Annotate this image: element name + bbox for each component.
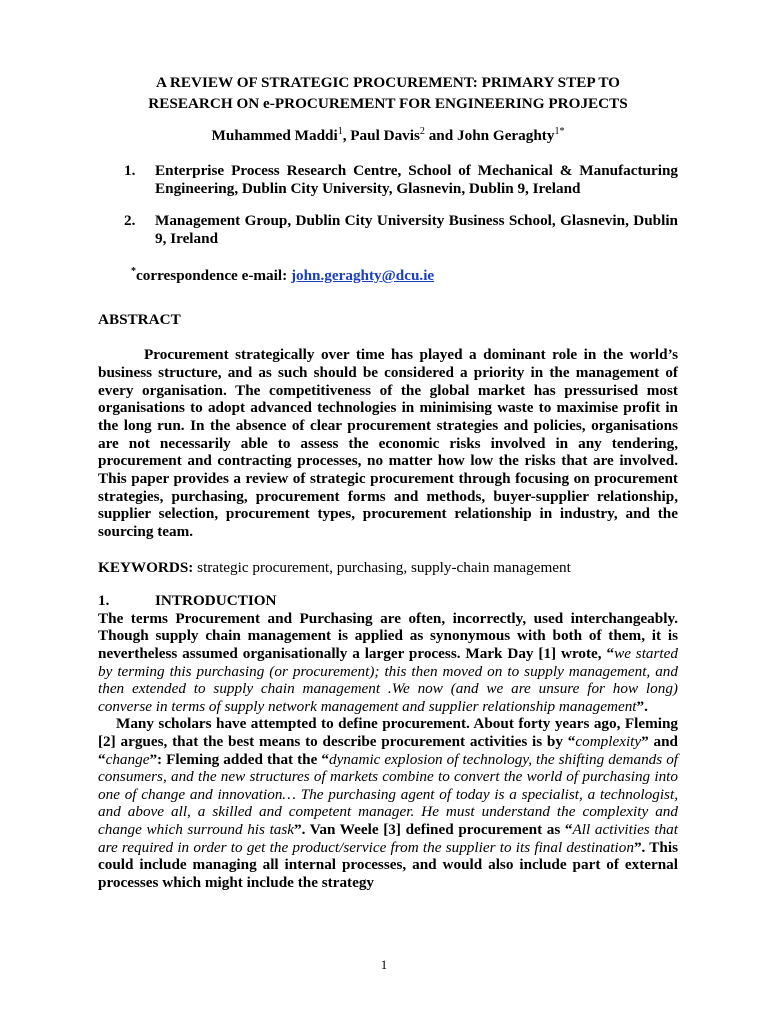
keywords-label: KEYWORDS: <box>98 558 194 576</box>
keywords-text: strategic procurement, purchasing, supply-chain management <box>193 558 571 576</box>
body-text: ”. This could include managing all internal processes, and would also include part of external processes which might include the strategy <box>98 838 678 891</box>
affiliation-text: Enterprise Process Research Centre, School of Mechanical & Manufacturing Engineering, Dublin City University, Glasnevin, Dublin 9, Ireland <box>155 162 678 198</box>
affiliation-number: 1. <box>124 162 136 180</box>
page-number: 1 <box>380 957 388 972</box>
author-1-sup: 1 <box>337 126 343 137</box>
author-sep: , <box>342 127 351 145</box>
correspondence-line <box>98 266 678 285</box>
section-number: 1. <box>98 591 110 609</box>
author-2-sup: 2 <box>419 126 425 137</box>
email-link[interactable]: john.geraghty@dcu.ie <box>290 267 435 285</box>
affiliation-number: 2. <box>124 212 136 230</box>
author-list <box>98 126 678 145</box>
quote-text: dynamic explosion of technology, the shifting demands of consumers, and the new structures of markets combine to convert the world of purchasing into one of change and innovation… The purchasing agent of today is a specialist, a technologist, and above all, a skilled and competent manager. He must understand the complexity and change which surround his task <box>98 750 679 838</box>
abstract-text: Procurement strategically over time has played a dominant role in the world’s business structure, and as such should be considered a priority in the management of every organisation. The competitiveness of the global market has pressurised most organisations to adopt advanced technologies in minimising waste to maximise profit in the long run. In the absence of clear procurement strategies and policies, organisations are not necessarily able to assess the economic risks involved in any tendering, procurement and contracting processes, no matter how low the risks that are involved. This paper provides a review of strategic procurement through focusing on procurement strategies, purchasing, procurement forms and methods, buyer-supplier relationship, supplier selection, procurement types, procurement relationship in industry, and the sourcing team. <box>98 346 678 541</box>
quote-text: complexity <box>575 733 642 751</box>
title-line-2: RESEARCH ON e-PROCUREMENT FOR ENGINEERING PROJECTS <box>148 95 628 112</box>
abstract-heading: ABSTRACT <box>98 311 181 329</box>
author-3: John Geraghty <box>457 127 555 145</box>
body-text: Many scholars have attempted to define procurement. About forty years ago, Fleming [2] argues, that the best means to describe procurement activities is by “ <box>98 715 678 751</box>
paper-title <box>98 72 678 114</box>
affiliation-list <box>98 162 678 248</box>
affiliation-text: Management Group, Dublin City University Business School, Glasnevin, Dublin 9, Ireland <box>155 212 678 248</box>
affiliation-item <box>98 162 678 198</box>
author-2: Paul Davis <box>350 127 420 145</box>
body-text: ”. Van Weele [3] defined procurement as “ <box>294 820 573 838</box>
correspondence-star: * <box>131 266 136 278</box>
affiliation-item <box>98 212 678 248</box>
author-1: Muhammed Maddi <box>211 127 338 145</box>
correspondence-label: correspondence e-mail: <box>136 267 291 285</box>
section-title: INTRODUCTION <box>155 591 277 609</box>
author-sep: and <box>424 127 457 145</box>
body-text: ” and “ <box>98 733 679 768</box>
intro-paragraph-1 <box>98 610 678 716</box>
body-text: ”: Fleming added that the “ <box>149 750 329 768</box>
keywords-line <box>98 559 678 577</box>
author-3-sup: 1* <box>554 126 565 137</box>
quote-text: change <box>105 750 150 768</box>
quote-text: All activities that are required in order to get the product/service from the supplier to its final destination <box>98 820 678 856</box>
body-text: The terms Procurement and Purchasing are often, incorrectly, used interchangeably. Though supply chain management is applied as synonymous with both of them, it is nevertheless assumed organisationally a larger process. Mark Day [1] wrote, “ <box>98 609 678 663</box>
section-heading <box>98 592 678 610</box>
quote-text: we started by terming this purchasing (or procurement); this then moved on to supply management, and then extended to supply chain management .We now (and we are unsure for how long) converse in terms of supply network management and supplier relationship management <box>98 645 678 715</box>
title-line-1: A REVIEW OF STRATEGIC PROCUREMENT: PRIMARY STEP TO <box>155 74 620 91</box>
body-text: ”. <box>636 697 648 715</box>
intro-paragraph-2 <box>98 715 678 891</box>
